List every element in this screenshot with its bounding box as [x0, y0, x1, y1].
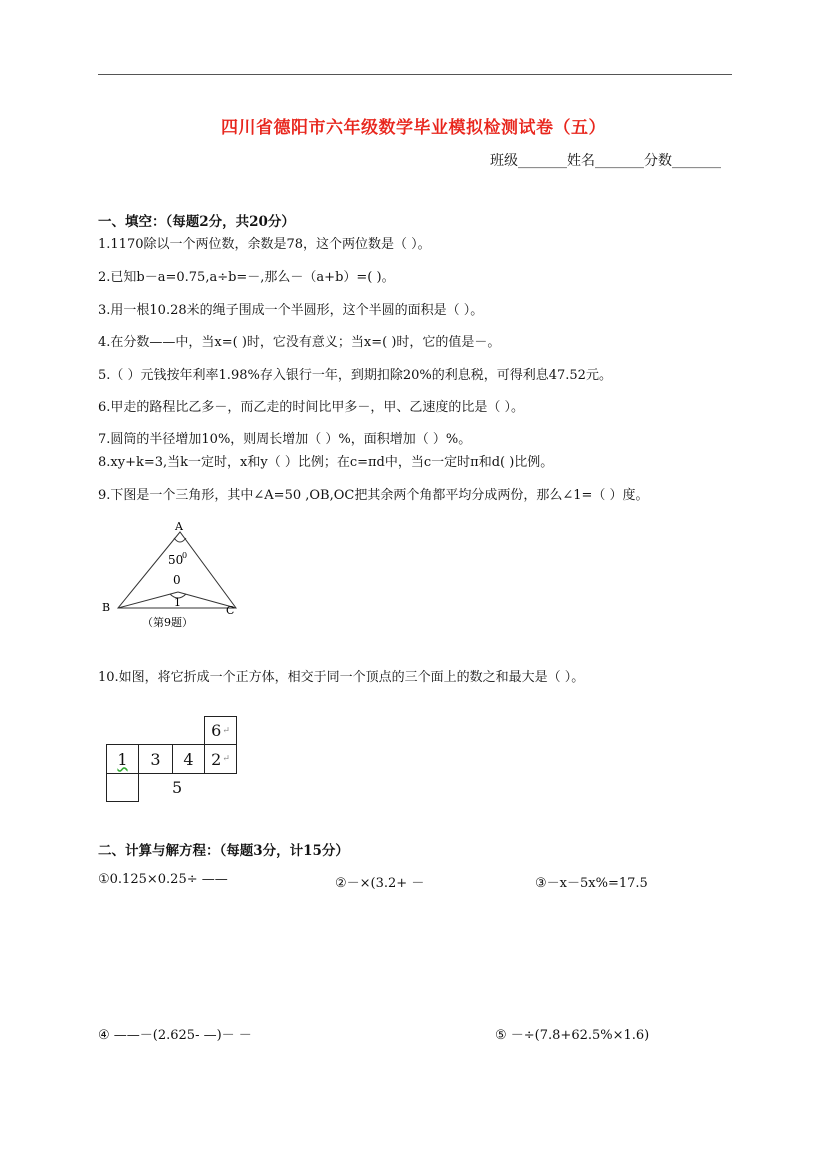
question-6: 6.甲走的路程比乙多－，而乙走的时间比甲多－，甲、乙速度的比是（ ）。	[98, 400, 525, 415]
question-5: 5.（ ）元钱按年利率1.98%存入银行一年，到期扣除20%的利息税，可得利息47.52元。	[98, 368, 612, 383]
question-2: 2.已知b－a=0.75,a÷b=－,那么－（a+b）=( )。	[98, 270, 395, 285]
angle-a-arc	[174, 538, 186, 542]
question-7: 7.圆筒的半径增加10%，则周长增加（ ）%，面积增加（ ）%。	[98, 432, 472, 447]
vertex-c-label: C	[226, 604, 235, 617]
question-1: 1.1170除以一个两位数，余数是78，这个两位数是（ ）。	[98, 237, 431, 252]
question-10: 10.如图，将它折成一个正方体，相交于同一个顶点的三个面上的数之和最大是（ ）。	[98, 670, 585, 685]
calc-item-2: ②－×(3.2+ －	[335, 876, 425, 891]
page-title: 四川省德阳市六年级数学毕业模拟检测试卷（五）	[221, 118, 606, 138]
question-3: 3.用一根10.28米的绳子围成一个半圆形，这个半圆的面积是（ ）。	[98, 303, 484, 318]
vertex-a-label: A	[175, 520, 183, 533]
net-cell-1	[106, 744, 139, 774]
angle-a-value: 50	[168, 553, 184, 567]
calc-item-5: ⑤ －÷(7.8+62.5%×1.6)	[495, 1028, 650, 1043]
net-number-5: 5	[172, 778, 183, 797]
angle-a-degree: 0	[182, 551, 188, 560]
question-9: 9.下图是一个三角形，其中∠A=50 ,OB,OC把其余两个角都平均分成两份，那么∠1=（ ）度。	[98, 488, 649, 503]
question-4: 4.在分数——中，当x=( )时，它没有意义；当x=( )时，它的值是－。	[98, 335, 501, 350]
section1-heading: 一、填空：（每题2分，共20分）	[98, 214, 295, 230]
net-number-6: 6	[211, 721, 222, 740]
cube-net	[106, 716, 238, 802]
net-number-2: 2	[211, 749, 222, 769]
net-cell-4	[172, 744, 205, 774]
net-cell-3	[138, 744, 173, 774]
net-cell-blank	[106, 773, 139, 802]
angle-one-label: 1	[174, 596, 181, 609]
paragraph-mark-icon: ↵	[222, 754, 230, 764]
segment-ob	[118, 592, 178, 608]
net-cell-6	[204, 716, 237, 745]
net-number-3: 3	[150, 749, 161, 769]
net-cell-2	[204, 744, 237, 774]
paragraph-mark-icon: ↵	[222, 725, 230, 736]
net-number-1: 1	[117, 749, 128, 769]
student-info-line: 班级_______姓名_______分数_______	[490, 153, 721, 169]
header-rule	[98, 74, 732, 75]
calc-item-1: ①0.125×0.25÷ ——	[98, 872, 228, 887]
figure9-caption: （第9题）	[142, 616, 193, 629]
question-8: 8.xy+k=3,当k一定时，x和y（ ）比例；在c=πd中，当c一定时π和d( )比例。	[98, 455, 554, 470]
calc-item-3: ③－x－5x%=17.5	[535, 876, 648, 891]
triangle-figure	[98, 518, 248, 634]
vertex-b-label: B	[102, 601, 111, 614]
point-o-label: 0	[173, 573, 181, 587]
section2-heading: 二、计算与解方程：（每题3分，计15分）	[98, 843, 349, 859]
calc-item-4: ④ ——－(2.625- —)－ －	[98, 1028, 252, 1043]
net-number-4: 4	[183, 749, 194, 769]
